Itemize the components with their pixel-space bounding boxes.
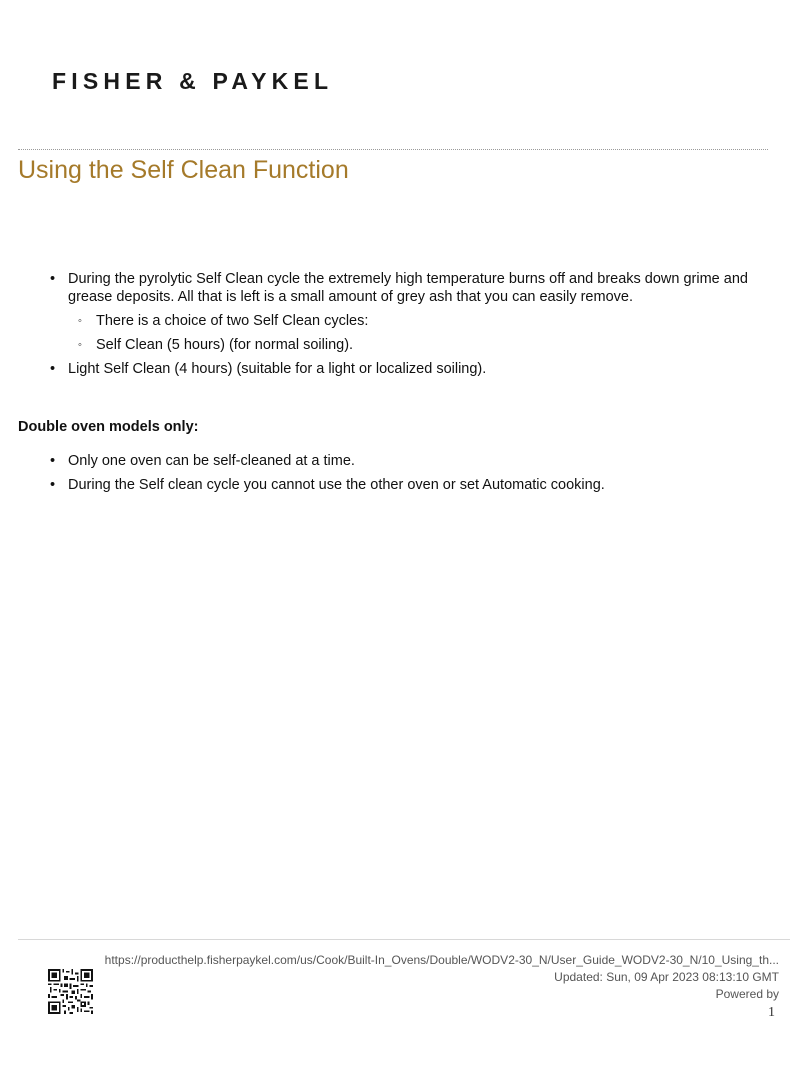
- list-item: • Light Self Clean (4 hours) (suitable for a light or localized soiling).: [18, 360, 758, 378]
- powered-by-label: Powered by: [715, 987, 779, 1001]
- updated-timestamp: Updated: Sun, 09 Apr 2023 08:13:10 GMT: [554, 970, 779, 984]
- self-clean-list: [18, 270, 758, 378]
- double-oven-heading: Double oven models only:: [18, 419, 199, 435]
- sub-list-item: ◦ Self Clean (5 hours) (for normal soiling).: [68, 336, 758, 354]
- sub-list-item: ◦ There is a choice of two Self Clean cycles:: [68, 312, 758, 330]
- page-title: Using the Self Clean Function: [18, 156, 349, 184]
- brand-logo: FISHER & PAYKEL: [52, 68, 334, 94]
- self-clean-sublist: [68, 312, 758, 354]
- list-item: [18, 270, 758, 354]
- source-url-link[interactable]: https://producthelp.fisherpaykel.com/us/Cook/Built-In_Ovens/Double/WODV2-30_N/User_Guide_WODV2-30_N/10_Using_th...: [104, 953, 779, 967]
- list-item: • During the Self clean cycle you cannot use the other oven or set Automatic cooking.: [18, 476, 758, 494]
- list-item: • Only one oven can be self-cleaned at a time.: [18, 452, 758, 470]
- footer-meta: [79, 952, 779, 1003]
- footer-divider: [18, 939, 790, 940]
- page-number: 1: [768, 1005, 775, 1020]
- header-divider: [18, 149, 768, 150]
- list-item-text: During the pyrolytic Self Clean cycle the extremely high temperature burns off and breaks down grime and grease deposits. All that is left is a small amount of grey ash that you can easily remove.: [68, 271, 748, 305]
- article-body: [18, 270, 758, 500]
- double-oven-list: [18, 452, 758, 494]
